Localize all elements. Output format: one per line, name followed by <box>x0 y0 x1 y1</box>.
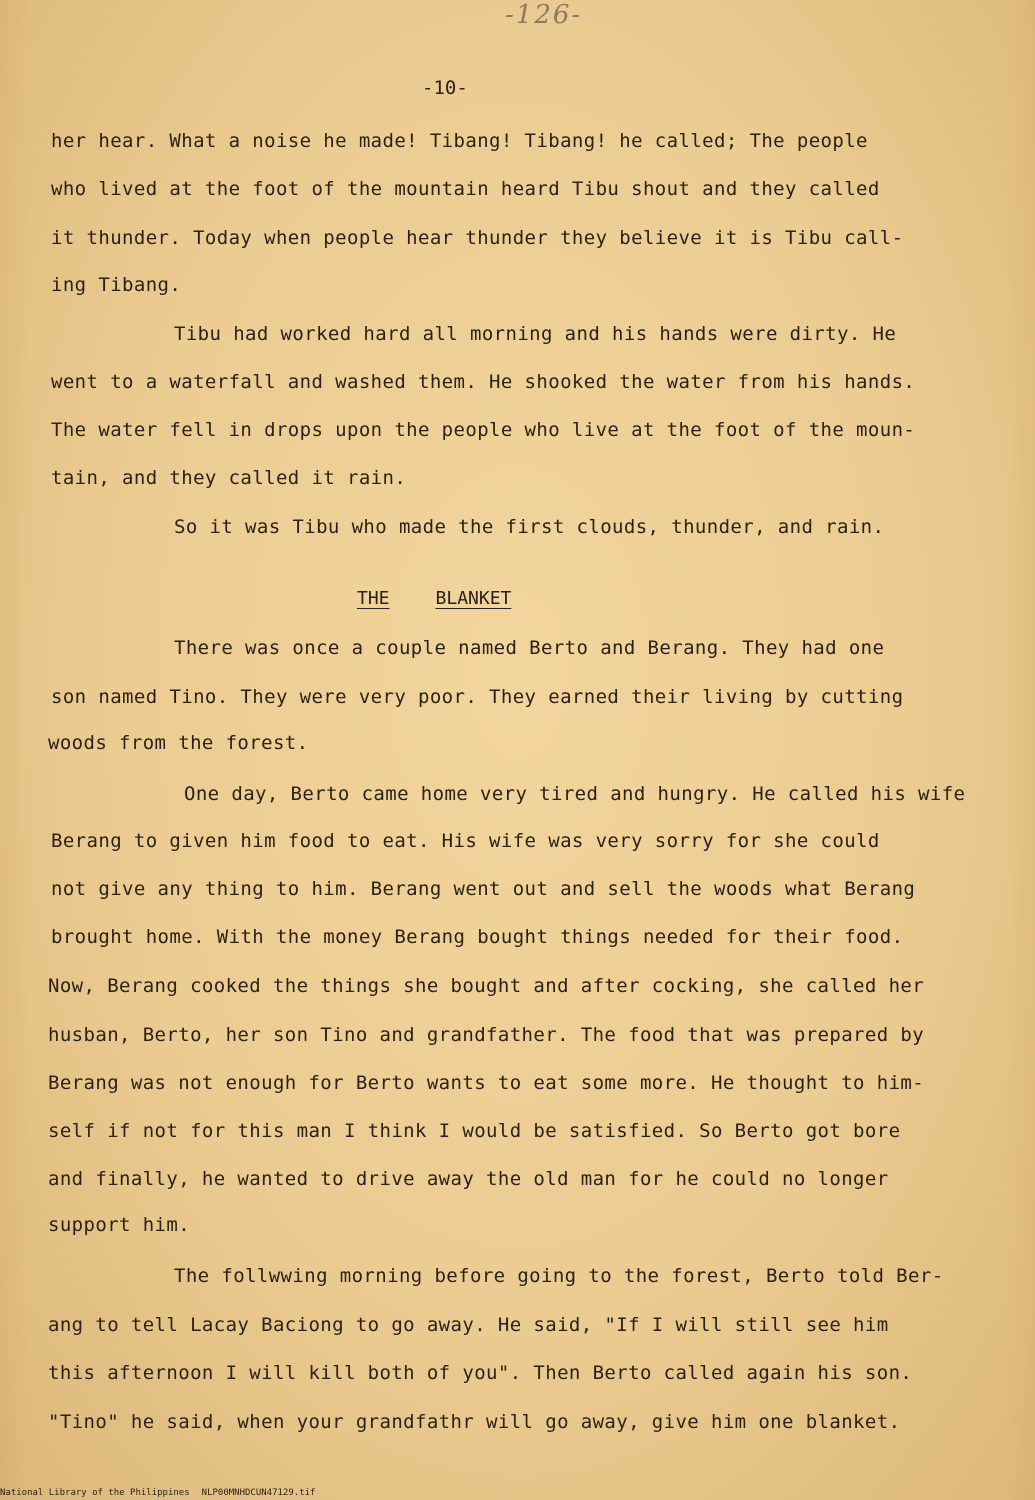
story-title <box>357 588 511 609</box>
text-line: support him. <box>48 1214 191 1236</box>
text-line: Now, Berang cooked the things she bought and after cocking, she called her <box>48 975 925 997</box>
text-line: went to a waterfall and washed them. He shooked the water from his hands. <box>51 371 916 393</box>
scan-footer <box>0 1488 315 1498</box>
text-line: it thunder. Today when people hear thunder they believe it is Tibu call- <box>51 227 904 249</box>
text-line: not give any thing to him. Berang went out and sell the woods what Berang <box>51 878 916 900</box>
page-number: -10- <box>422 77 468 99</box>
text-line: her hear. What a noise he made! Tibang! Tibang! he called; The people <box>51 130 868 152</box>
text-line: Berang was not enough for Berto wants to eat some more. He thought to him- <box>48 1072 925 1094</box>
text-line: "Tino" he said, when your grandfathr will go away, give him one blanket. <box>48 1411 901 1433</box>
text-line: The follwwing morning before going to the forest, Berto told Ber- <box>174 1265 944 1287</box>
text-line: So it was Tibu who made the first clouds, thunder, and rain. <box>174 516 885 538</box>
story-title-word: BLANKET <box>435 588 512 609</box>
text-line: brought home. With the money Berang bought things needed for their food. <box>51 926 904 948</box>
text-line: self if not for this man I think I would be satisfied. So Berto got bore <box>48 1120 901 1142</box>
text-line: son named Tino. They were very poor. They earned their living by cutting <box>51 686 904 708</box>
text-line: and finally, he wanted to drive away the old man for he could no longer <box>48 1168 889 1190</box>
text-line: The water fell in drops upon the people who live at the foot of the moun- <box>51 419 916 441</box>
story-title-word: THE <box>357 588 390 609</box>
text-line: tain, and they called it rain. <box>51 467 407 489</box>
library-name: National Library of the Philippines <box>0 1488 190 1498</box>
text-line: Tibu had worked hard all morning and his hands were dirty. He <box>174 323 897 345</box>
text-line: There was once a couple named Berto and Berang. They had one <box>174 637 885 659</box>
text-line: One day, Berto came home very tired and hungry. He called his wife <box>184 783 966 805</box>
text-line: who lived at the foot of the mountain heard Tibu shout and they called <box>51 178 880 200</box>
handwritten-folio-number: -126- <box>505 0 583 30</box>
text-line: ang to tell Lacay Baciong to go away. He said, "If I will still see him <box>48 1314 889 1336</box>
text-line: woods from the forest. <box>48 732 309 754</box>
text-line: ing Tibang. <box>51 274 182 296</box>
text-line: Berang to given him food to eat. His wife was very sorry for she could <box>51 830 880 852</box>
text-line: husban, Berto, her son Tino and grandfather. The food that was prepared by <box>48 1024 925 1046</box>
text-line: this afternoon I will kill both of you". Then Berto called again his son. <box>48 1362 913 1384</box>
file-name: NLP00MNHDCUN47129.tif <box>201 1488 316 1498</box>
